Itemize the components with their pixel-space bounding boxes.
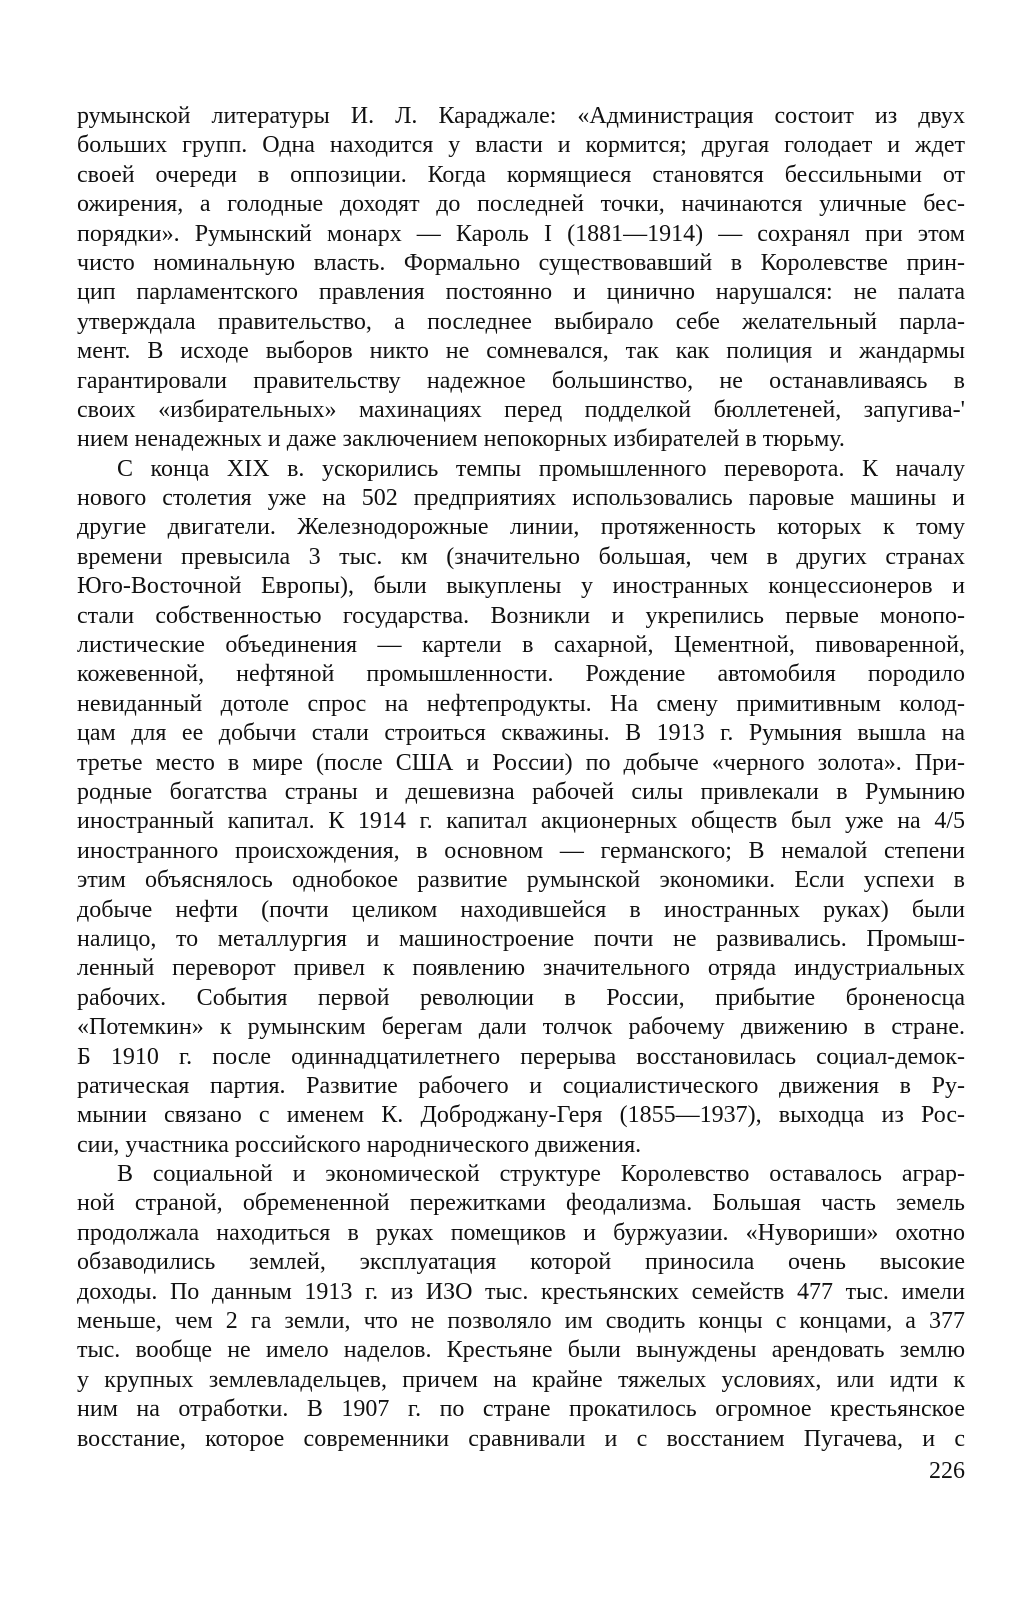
text-line: листические объединения — картели в сахарной, Цементной, пивоваренной,: [77, 632, 965, 659]
text-line: чисто номинальную власть. Формально существовавший в Королевстве прин-: [77, 249, 965, 276]
text-line: цип парламентского правления постоянно и цинично нарушался: не палата: [77, 279, 965, 306]
text-line: родные богатства страны и дешевизна рабочей силы привлекали в Румынию: [77, 778, 965, 805]
text-line: своих «избирательных» махинациях перед подделкой бюллетеней, запугива-': [77, 396, 965, 423]
text-line: обзаводились землей, эксплуатация которой приносила очень высокие: [77, 1249, 965, 1276]
text-line: нием ненадежных и даже заключением непокорных избирателей в тюрьму.: [77, 426, 845, 453]
text-line: «Потемкин» к румынским берегам дали толчок рабочему движению в стране.: [77, 1014, 965, 1041]
text-line: мент. В исходе выборов никто не сомневался, так как полиция и жандармы: [77, 338, 965, 365]
text-line: ной страной, обремененной пережитками феодализма. Большая часть земель: [77, 1190, 965, 1217]
text-line: своей очереди в оппозиции. Когда кормящиеся становятся бессильными от: [77, 161, 965, 188]
text-line: у крупных землевладельцев, причем на крайне тяжелых условиях, или идти к: [77, 1366, 965, 1393]
text-line: ожирения, а голодные доходят до последней точки, начинаются уличные бес-: [77, 191, 965, 218]
text-line: мынии связано с именем К. Доброджану-Геря (1855—1937), выходца из Рос-: [77, 1102, 965, 1129]
text-line: продолжала находиться в руках помещиков и буржуазии. «Нувориши» охотно: [77, 1219, 965, 1246]
text-line: доходы. По данным 1913 г. из ИЗО тыс. крестьянских семейств 477 тыс. имели: [77, 1278, 965, 1305]
page-number: 226: [929, 1458, 965, 1484]
text-line: рабочих. События первой революции в России, прибытие броненосца: [77, 984, 965, 1011]
text-line: восстание, которое современники сравнивали и с восстанием Пугачева, и с: [77, 1425, 965, 1452]
text-line: гарантировали правительству надежное большинство, не останавливаясь в: [77, 367, 965, 394]
text-line: иностранный капитал. К 1914 г. капитал акционерных обществ был уже на 4/5: [77, 808, 965, 835]
text-line: нового столетия уже на 502 предприятиях использовались паровые машины и: [77, 485, 965, 512]
text-line: тыс. вообще не имело наделов. Крестьяне были вынуждены арендовать землю: [77, 1337, 965, 1364]
text-line: невиданный дотоле спрос на нефтепродукты. На смену примитивным колод-: [77, 690, 965, 717]
text-line: В социальной и экономической структуре Королевство оставалось аграр-: [117, 1161, 965, 1188]
text-line: порядки». Румынский монарх — Кароль I (1881—1914) — сохранял при этом: [77, 220, 965, 247]
text-line: Б 1910 г. после одиннадцатилетнего перерыва восстановилась социал-демок-: [77, 1043, 965, 1070]
page-body-text: [77, 102, 965, 1454]
text-line: цам для ее добычи стали строиться скважины. В 1913 г. Румыния вышла на: [77, 720, 965, 747]
text-line: другие двигатели. Железнодорожные линии, протяженность которых к тому: [77, 514, 965, 541]
text-line: ратическая партия. Развитие рабочего и социалистического движения в Ру-: [77, 1072, 965, 1099]
text-line: времени превысила 3 тыс. км (значительно большая, чем в других странах: [77, 543, 965, 570]
text-line: налицо, то металлургия и машиностроение почти не развивались. Промыш-: [77, 925, 965, 952]
text-line: утверждала правительство, а последнее выбирало себе желательный парла-: [77, 308, 965, 335]
text-line: ним на отработки. В 1907 г. по стране прокатилось огромное крестьянское: [77, 1396, 965, 1423]
text-line: стали собственностью государства. Возникли и укрепились первые монопо-: [77, 602, 965, 629]
text-line: румынской литературы И. Л. Караджале: «Администрация состоит из двух: [77, 103, 965, 129]
text-line: С конца XIX в. ускорились темпы промышленного переворота. К началу: [117, 455, 965, 482]
text-line: этим объяснялось однобокое развитие румынской экономики. Если успехи в: [77, 867, 965, 894]
text-line: сии, участника российского народнического движения.: [77, 1131, 642, 1158]
text-line: кожевенной, нефтяной промышленности. Рождение автомобиля породило: [77, 661, 965, 688]
text-line: третье место в мире (после США и России) по добыче «черного золота». При-: [77, 749, 965, 776]
text-line: иностранного происхождения, в основном — германского; В немалой степени: [77, 837, 965, 864]
text-line: Юго-Восточной Европы), были выкуплены у иностранных концессионеров и: [77, 573, 965, 600]
text-line: больших групп. Одна находится у власти и кормится; другая голодает и ждет: [77, 132, 965, 159]
text-line: меньше, чем 2 га земли, что не позволяло им сводить концы с концами, а 377: [77, 1308, 965, 1335]
text-line: добыче нефти (почти целиком находившейся в иностранных руках) были: [77, 896, 965, 923]
text-line: ленный переворот привел к появлению значительного отряда индустриальных: [77, 955, 965, 982]
